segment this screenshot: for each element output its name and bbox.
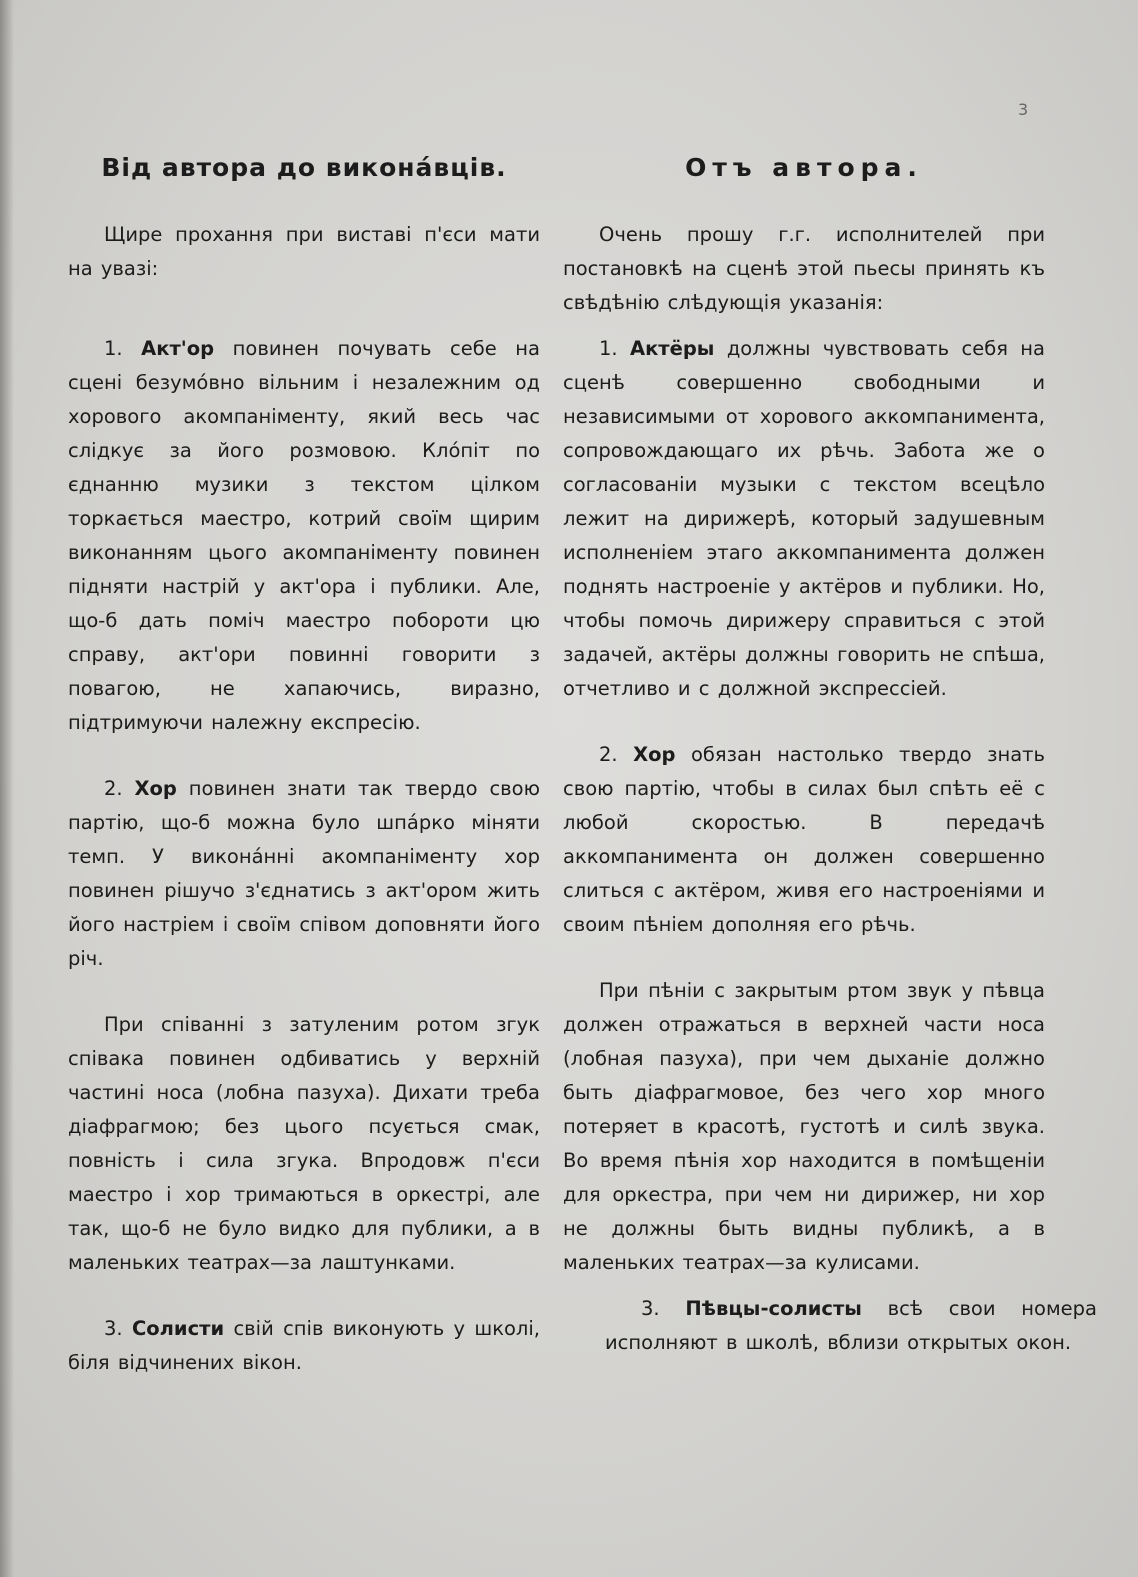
spacer	[68, 740, 540, 772]
right-paragraph-2	[563, 738, 1045, 942]
right-intro: Очень прошу г.г. исполнителей при постановкѣ на сценѣ этой пьесы принять къ свѣдѣнію слѣдующія указанія:	[563, 223, 1045, 314]
page-number: 3	[1018, 100, 1029, 119]
left-p2-lead: Хор	[134, 777, 177, 800]
right-p1-number: 1.	[599, 337, 618, 360]
left-p1-text: повинен почувать себе на сцені безумóвно вільним і незалежним од хорового акомпаніменту, який весь час слідкує за його розмовою. Клóпіт по єднанню музики з текстом цілком торкається маестро, котрий своїм щирим виконанням цього акомпаніменту повинен підняти настрій у акт'ора і публики. Але, що-б дать поміч маестро побороти цю справу, акт'ори повинні говорити з повагою, не хапаючись, виразно, підтримуючи належну експресію.	[68, 337, 541, 734]
left-p4-number: 3.	[104, 1317, 123, 1340]
spacer	[68, 1280, 540, 1312]
right-p4-text: всѣ свои номера исполняют в школѣ, вблизи открытых окон.	[605, 1297, 1097, 1354]
right-p2-number: 2.	[599, 743, 618, 766]
right-p1-text: должны чувствовать себя на сценѣ совершенно свободными и независимыми от хорового аккомпанимента, сопровождающаго их рѣчь. Забота же о согласованіи музыки с текстом всецѣло лежит на дирижерѣ, который задушевным исполненіем этаго аккомпанимента должен поднять настроеніе у актёров и публики. Но, чтобы помочь дирижеру справиться с этой задачей, актёры должны говорить не спѣша, отчетливо и с должной экспрессіей.	[563, 337, 1046, 700]
right-p4-number: 3.	[641, 1297, 660, 1320]
left-intro: Щире прохання при виставі п'єси мати на увазі:	[68, 223, 540, 280]
right-paragraph-1	[563, 332, 1045, 706]
spacer	[563, 942, 1045, 974]
left-paragraph-4	[68, 1312, 540, 1380]
spacer	[563, 320, 1045, 332]
right-p2-lead: Хор	[633, 743, 676, 766]
russian-column	[563, 148, 1097, 1360]
spacer	[68, 286, 540, 332]
left-paragraph-1	[68, 332, 540, 740]
right-title: Отъ автора.	[685, 153, 923, 182]
left-p1-lead: Акт'ор	[141, 337, 215, 360]
right-paragraph-4	[605, 1292, 1097, 1360]
spacer	[563, 706, 1045, 738]
left-paragraph-3: При співанні з затуленим ротом згук співака повинен одбиватись у верхній частині носа (лобна пазуха). Дихати треба діафрагмою; без цього псується смак, повність і сила згука. Впродовж п'єси маестро і хор тримаються в оркестрі, але так, що-б не було видко для публики, а в маленьких театрах—за лаштунками.	[68, 1013, 540, 1274]
left-p4-text: свій спів виконують у школі, біля відчинених вікон.	[68, 1317, 541, 1374]
left-paragraph-2	[68, 772, 540, 976]
right-p4-lead: Пѣвцы-солисты	[685, 1297, 862, 1320]
left-p1-number: 1.	[104, 337, 123, 360]
left-title: Від автора до виконáвців.	[101, 153, 507, 182]
spacer	[563, 1280, 1045, 1292]
spacer	[68, 976, 540, 1008]
right-p1-lead: Актёры	[629, 337, 715, 360]
left-p2-number: 2.	[104, 777, 123, 800]
left-p2-text: повинен знати так твердо свою партію, що-б можна було шпáрко міняти темп. У виконáнні акомпаніменту хор повинен рішучо з'єднатись з акт'ором жить його настріем і своїм співом доповняти його річ.	[68, 777, 541, 970]
ukrainian-column	[68, 148, 540, 1380]
right-p2-text: обязан настолько твердо знать свою партію, чтобы в силах был спѣть её с любой скоростью. В передачѣ аккомпанимента он должен совершенно слиться с актёром, живя его настроеніями и своим пѣніем дополняя его рѣчь.	[563, 743, 1045, 936]
left-p4-lead: Солисти	[131, 1317, 225, 1340]
right-paragraph-3: При пѣніи с закрытым ртом звук у пѣвца должен отражаться в верхней части носа (лобная пазуха), при чем дыханіе должно быть діафрагмовое, без чего хор много потеряет в красотѣ, густотѣ и силѣ звука. Во время пѣнія хор находится в помѣщеніи для оркестра, при чем ни дирижер, ни хор не должны быть видны публикѣ, а в маленьких театрах—за кулисами.	[563, 979, 1045, 1274]
page-edge-shadow	[0, 0, 14, 1577]
